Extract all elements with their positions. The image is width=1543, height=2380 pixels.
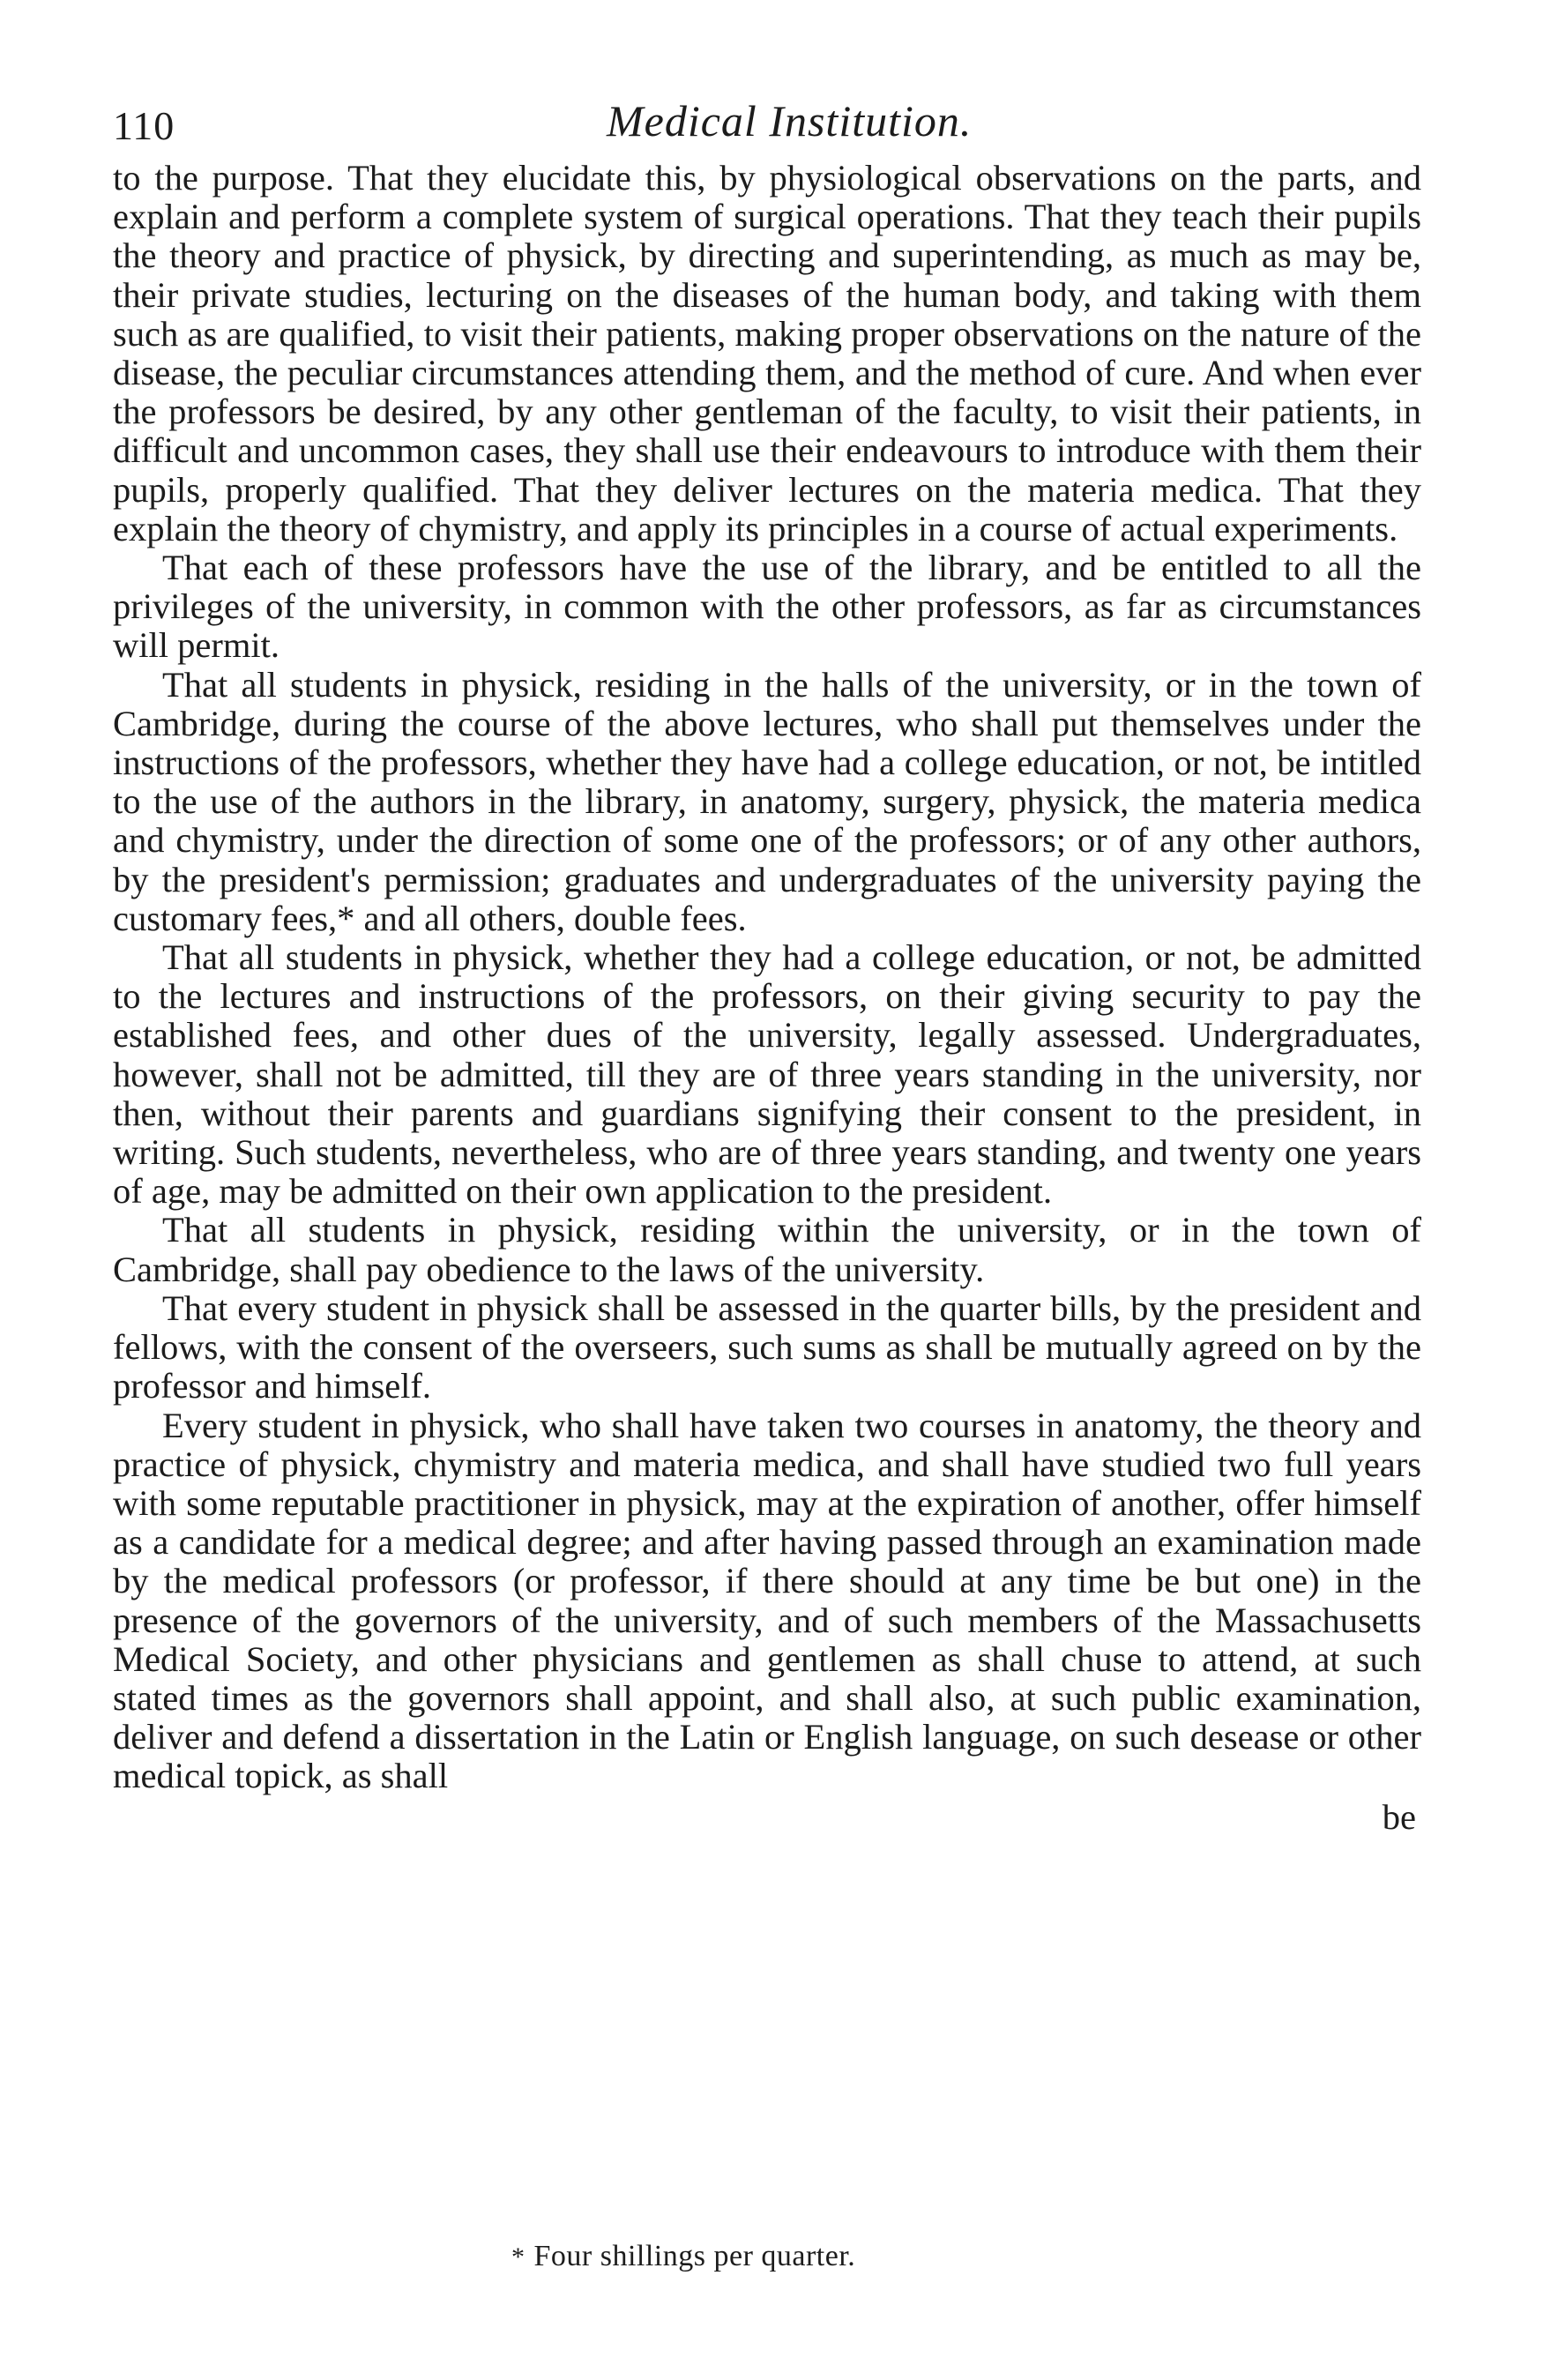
catchword: be <box>1382 1796 1416 1837</box>
paragraph-medical-degree: Every student in physick, who shall have taken two courses in anatomy, the theory and practice of physick, chymistry and materia medica, and shall have studied two full years with some reputable practitioner in physick, may at the expiration of another, offer himself as a candidate for a medical degree; and after having passed through an examination made by the medical professors (or professor, if there should at any time be but one) in the presence of the governors of the university, and of such members of the Massachusetts Medical Society, and other physicians and gentlemen as shall chuse to attend, at such stated times as the governors shall appoint, and shall also, at such public examination, deliver and defend a dissertation in the Latin or English language, on such desease or other medical topick, as shall <box>113 1405 1421 1796</box>
paragraph-obedience: That all students in physick, residing within the university, or in the town of Cambridge, shall pay obedience to the laws of the university. <box>113 1210 1421 1289</box>
paragraph-library-access: That all students in physick, residing in the halls of the university, or in the town of Cambridge, during the course of the above lectures, who shall put themselves under the instructions of the professors, whether they have had a college education, or not, be intitled to the use of the authors in the library, in anatomy, surgery, physick, the materia medica and chymistry, under the direction of some one of the professors; or of any other authors, by the president's permission; graduates and undergraduates of the university paying the customary fees,* and all others, double fees. <box>113 664 1421 938</box>
paragraph-professors-duties: to the purpose. That they elucidate this, by physiological observations on the parts, and explain and perform a complete system of surgical operations. That they teach their pupils the theory and practice of physick, by directing and superintending, as much as may be, their private studies, lecturing on the diseases of the human body, and taking with them such as are qualified, to visit their patients, making proper observations on the nature of the disease, the peculiar circumstances attending them, and the method of cure. And when ever the professors be desired, by any other gentleman of the faculty, to visit their patients, in difficult and uncommon cases, they shall use their endeavours to introduce with them their pupils, properly qualified. That they deliver lectures on the materia medica. That they explain the theory of chymistry, and apply its principles in a course of actual experiments. <box>113 158 1421 548</box>
page-header <box>113 95 1421 159</box>
running-title: Medical Institution. <box>607 96 973 145</box>
paragraph-lecture-admission: That all students in physick, whether they had a college education, or not, be admitted to the lectures and instructions of the professors, on their giving security to pay the established fees, and other dues of the university, legally assessed. Undergraduates, however, shall not be admitted, till they are of three years standing in the university, nor then, without their parents and guardians signifying their consent to the president, in writing. Such students, nevertheless, who are of three years standing, and twenty one years of age, may be admitted on their own application to the president. <box>113 937 1421 1212</box>
paragraph-library-privileges: That each of these professors have the use of the library, and be entitled to all the privileges of the university, in common with the other professors, as far as circumstances will permit. <box>113 548 1421 666</box>
book-page <box>113 95 1421 1837</box>
footnote-mark: * <box>511 2242 526 2272</box>
page-number: 110 <box>113 103 175 148</box>
footnote <box>511 2240 855 2273</box>
footnote-text: Four shillings per quarter. <box>533 2240 856 2272</box>
paragraph-quarter-bills: That every student in physick shall be assessed in the quarter bills, by the president and fellows, with the consent of the overseers, such sums as shall be mutually agreed on by the professor and himself. <box>113 1287 1421 1406</box>
body-text <box>113 159 1421 1796</box>
